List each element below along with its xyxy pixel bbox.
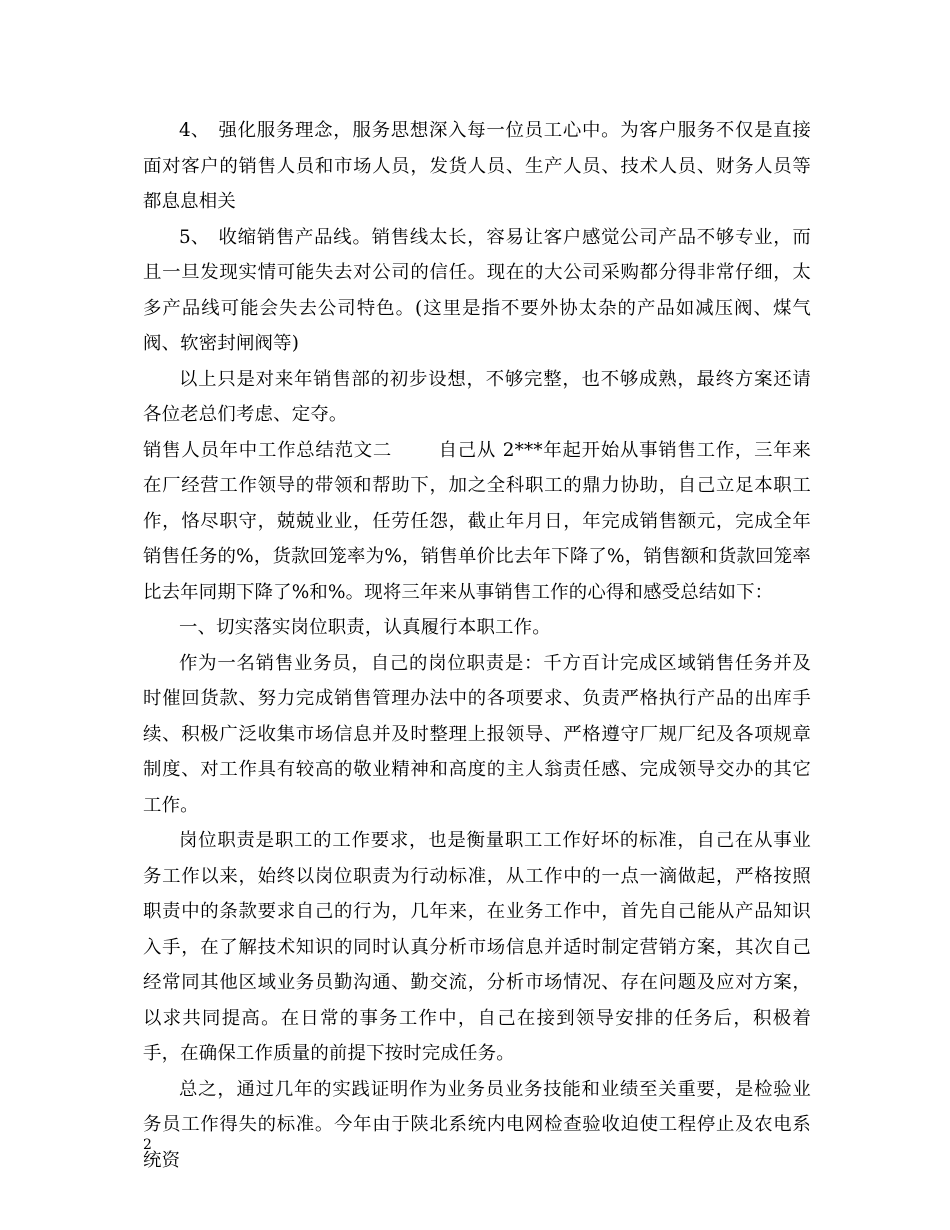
document-body (143, 113, 811, 1178)
section-title: 销售人员年中工作总结范文二 (143, 439, 393, 461)
list-number: 5、 (179, 226, 210, 248)
list-item-text: 强化服务理念，服务思想深入每一位员工心中。为客户服务不仅是直接面对客户的销售人员和市场人员，发货人员、生产人员、技术人员、财务人员等都息息相关 (143, 120, 811, 212)
section-paragraph (143, 433, 811, 611)
body-paragraph: 岗位职责是职工的工作要求，也是衡量职工工作好坏的标准，自己在从事业务工作以来，始终以岗位职责为行动标准，从工作中的一点一滴做起，严格按照职责中的条款要求自己的行为，几年来，在业务工作中，首先自己能从产品知识入手，在了解技术知识的同时认真分析市场信息并适时制定营销方案，其次自己经常同其他区域业务员勤沟通、勤交流，分析市场情况、存在问题及应对方案，以求共同提高。在日常的事务工作中，自己在接到领导安排的任务后，积极着手，在确保工作质量的前提下按时完成任务。 (143, 830, 811, 1064)
body-paragraph: 总之，通过几年的实践证明作为业务员业务技能和业绩至关重要，是检验业务员工作得失的标准。今年由于陕北系统内电网检查验收迫使工程停止及农电系统资 (143, 1078, 811, 1171)
list-item-5 (143, 220, 811, 362)
page-number: 2 (143, 1137, 152, 1153)
list-number: 4、 (179, 120, 210, 141)
subheading: 一、切实落实岗位职责，认真履行本职工作。 (179, 617, 551, 638)
body-paragraph: 作为一名销售业务员，自己的岗位职责是：千方百计完成区域销售任务并及时催回货款、努力完成销售管理办法中的各项要求、负责严格执行产品的出库手续、积极广泛收集市场信息并及时整理上报领导、严格遵守厂规厂纪及各项规章制度、对工作具有较高的敬业精神和高度的主人翁责任感、完成领导交办的其它工作。 (143, 652, 811, 816)
closing-paragraph: 以上只是对来年销售部的初步设想，不够完整，也不够成熟，最终方案还请各位老总们考虑、定夺。 (143, 368, 811, 425)
list-item-4 (143, 113, 811, 220)
section-intro: 自己从 2***年起开始从事销售工作，三年来在厂经营工作领导的带领和帮助下，加之全科职工的鼎力协助，自己立足本职工作，恪尽职守，兢兢业业，任劳任怨，截止年月日，年完成销售额元，完成全年销售任务的%，货款回笼率为%，销售单价比去年下降了%，销售额和货款回笼率比去年同期下降了%和%。现将三年来从事销售工作的心得和感受总结如下： (143, 439, 811, 603)
list-item-text: 收缩销售产品线。销售线太长，容易让客户感觉公司产品不够专业，而且一旦发现实情可能失去对公司的信任。现在的大公司采购都分得非常仔细，太多产品线可能会失去公司特色。(这里是指不要外协太杂的产品如减压阀、煤气阀、软密封闸阀等) (143, 226, 811, 354)
